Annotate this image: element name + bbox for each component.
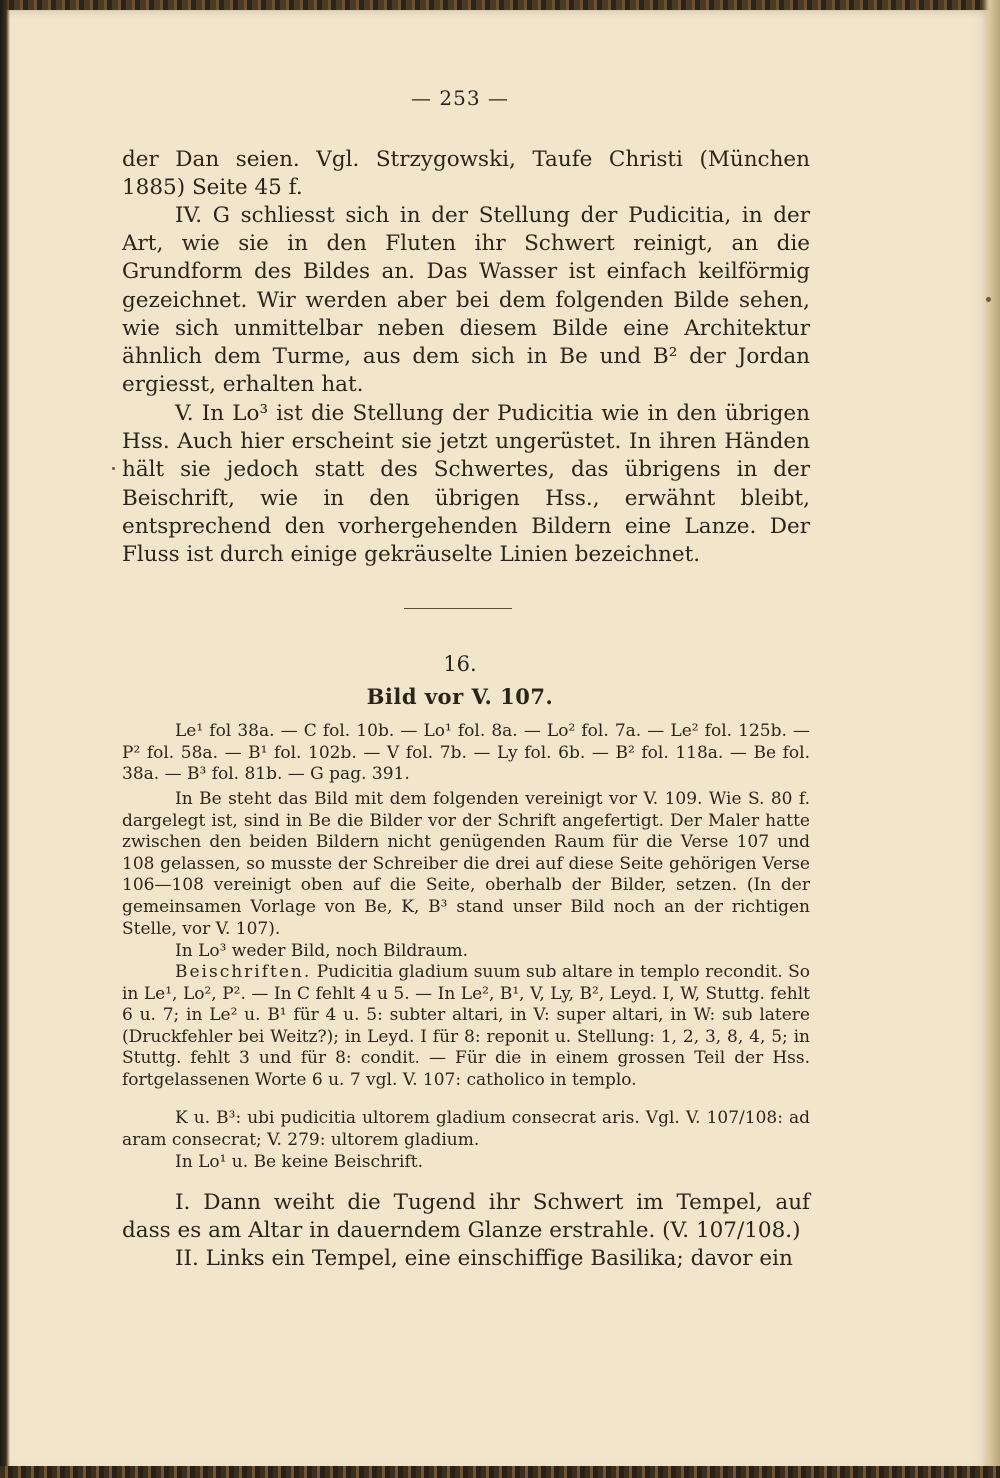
page-left-gutter [0, 0, 10, 1478]
paragraph-iv: IV. G schliesst sich in der Stellung der Pudicitia, in der Art, wie sie in den Fluten ihr Schwert reinigt, an die Grundform des Bildes an. Das Wasser ist einfach keilförmig gezeichnet. Wir werden aber bei dem folgenden Bilde sehen, wie sich unmittelbar neben diesem Bilde eine Architektur ähnlich dem Turme, aus dem sich in Be und B² der Jordan ergiesst, erhalten hat. [122, 203, 810, 398]
paragraph-v: V. In Lo³ ist die Stellung der Pudicitia wie in den übrigen Hss. Auch hier erscheint sie jetzt ungerüstet. In ihren Händen hält sie jedoch statt des Schwertes, das übrigens in der Beischrift, wie in den übrigen Hss., erwähnt bleibt, entsprechend den vorhergehenden Bildern eine Lanze. Der Fluss ist durch einige gekräuselte Linien bezeichnet. [122, 401, 810, 568]
section-divider [404, 608, 512, 609]
page-number: — 253 — [411, 86, 509, 110]
page-top-edge [0, 0, 1000, 10]
note-no-inscription: In Lo¹ u. Be keine Beischrift. [175, 1152, 424, 1172]
margin-mark [986, 297, 991, 302]
note-k-b3: K u. B³: ubi pudicitia ultorem gladium consecrat aris. Vgl. V. 107/108: ad aram consecrat; V. 279: ultorem gladium. [122, 1108, 810, 1150]
paragraph-continuation: der Dan seien. Vgl. Strzygowski, Taufe Christi (München 1885) Seite 45 f. [122, 147, 810, 201]
margin-mark [112, 467, 115, 470]
section-title: Bild vor V. 107. [366, 684, 554, 709]
note-lo3: In Lo³ weder Bild, noch Bildraum. [175, 941, 468, 961]
page-bottom-edge [0, 1466, 1000, 1478]
beischriften-label: Beischriften. [175, 962, 312, 982]
section-number: 16. [443, 652, 477, 676]
page-right-edge [982, 0, 1000, 1478]
paragraph-i: I. Dann weiht die Tugend ihr Schwert im Tempel, auf dass es am Altar in dauerndem Glanze erstrahle. (V. 107/108.) [122, 1190, 810, 1244]
note-beischriften [122, 962, 810, 1092]
beischriften-text: Pudicitia gladium suum sub altare in templo recondit. So in Le¹, Lo², P². — In C fehlt 4 u 5. — In Le², B¹, V, Ly, B², Leyd. I, W, Stuttg. fehlt 6 u. 7; in Le² u. B¹ für 4 u. 5: subter altari, in V: super altari, in W: sub latere (Druckfehler bei Weitz?); in Leyd. I für 8: reponit u. Stellung: 1, 2, 3, 8, 4, 5; in Stuttg. fehlt 3 und für 8: condit. — Für die in einem grossen Teil der Hss. fortgelassenen Worte 6 u. 7 vgl. V. 107: catholico in templo. [122, 962, 810, 1090]
note-folio-list: Le¹ fol 38a. — C fol. 10b. — Lo¹ fol. 8a. — Lo² fol. 7a. — Le² fol. 125b. — P² fol. 58a. — B¹ fol. 102b. — V fol. 7b. — Ly fol. 6b. — B² fol. 118a. — Be fol. 38a. — B³ fol. 81b. — G pag. 391. [122, 721, 810, 785]
paragraph-ii: II. Links ein Tempel, eine einschiffige Basilika; davor ein [175, 1246, 793, 1271]
note-be-arrangement: In Be steht das Bild mit dem folgenden vereinigt vor V. 109. Wie S. 80 f. dargelegt ist, sind in Be die Bilder vor der Schrift angefertigt. Der Maler hatte zwischen den beiden Bildern nicht genügenden Raum für die Verse 107 und 108 gelassen, so musste der Schreiber die drei auf diese Seite gehörigen Verse 106—108 vereinigt oben auf die Seite, oberhalb der Bilder, setzen. (In der gemeinsamen Vorlage von Be, K, B³ stand unser Bild noch an der richtigen Stelle, vor V. 107). [122, 789, 810, 939]
